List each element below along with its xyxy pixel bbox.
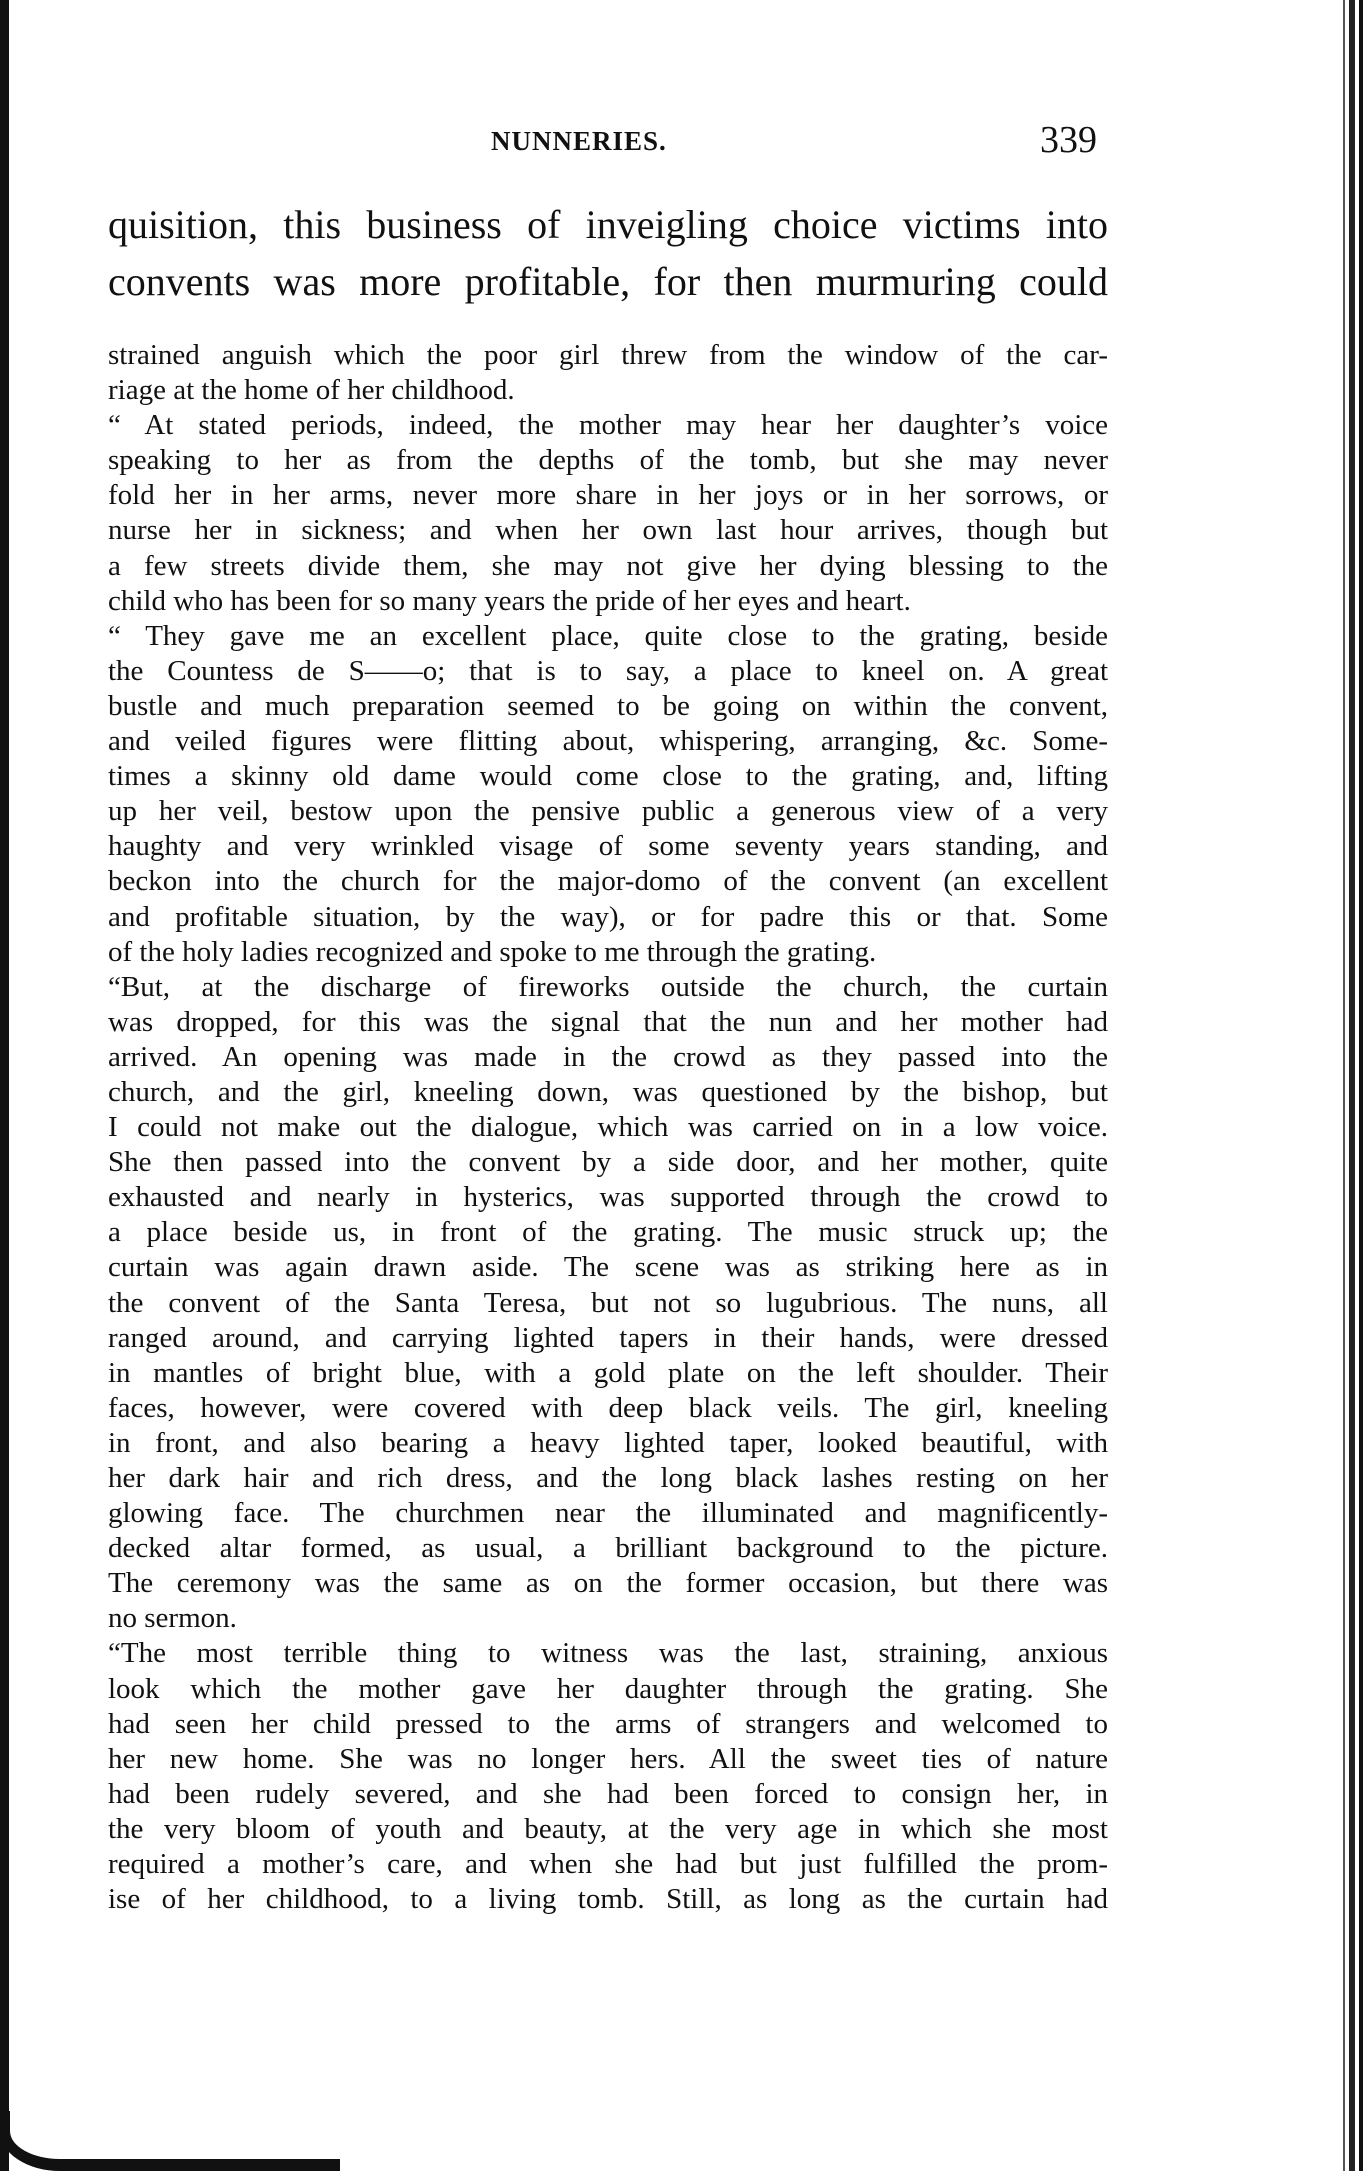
text-line: beckon into the church for the major-domo of the convent (an excellent	[108, 865, 1108, 898]
page-bottom-curl	[0, 2111, 340, 2171]
text-line: in front, and also bearing a heavy lighted taper, looked beautiful, with	[108, 1426, 1108, 1459]
text-line: nurse her in sickness; and when her own last hour arrives, though but	[108, 514, 1108, 547]
text-line: arrived. An opening was made in the crowd as they passed into the	[108, 1040, 1108, 1073]
text-line: times a skinny old dame would come close to the grating, and, lifting	[108, 760, 1108, 793]
text-line: I could not make out the dialogue, which was carried on in a low voice.	[108, 1111, 1108, 1144]
page-edge-left	[0, 0, 9, 2171]
text-line: had been rudely severed, and she had been forced to consign her, in	[108, 1777, 1108, 1810]
text-line: the convent of the Santa Teresa, but not so lugubrious. The nuns, all	[108, 1286, 1108, 1319]
text-line: glowing face. The churchmen near the illuminated and magnificently-	[108, 1497, 1108, 1530]
body-text	[108, 338, 1108, 1917]
text-line: decked altar formed, as usual, a brilliant background to the picture.	[108, 1532, 1108, 1565]
paragraph	[108, 619, 1108, 970]
text-line: ranged around, and carrying lighted tapers in their hands, were dressed	[108, 1321, 1108, 1354]
text-line: required a mother’s care, and when she had but just fulfilled the prom-	[108, 1848, 1108, 1881]
lead-line: convents was more profitable, for then murmuring could	[108, 259, 1108, 304]
text-line: had seen her child pressed to the arms of strangers and welcomed to	[108, 1707, 1108, 1740]
page-edge-right-inner	[1343, 0, 1345, 2171]
paragraph	[108, 338, 1108, 408]
text-line: and profitable situation, by the way), or for padre this or that. Some	[108, 900, 1108, 933]
page-edge-right	[1349, 0, 1355, 2171]
text-line: curtain was again drawn aside. The scene was as striking here as in	[108, 1251, 1108, 1284]
text-line: ise of her childhood, to a living tomb. Still, as long as the curtain had	[108, 1883, 1108, 1916]
paragraph	[108, 408, 1108, 619]
text-line: a few streets divide them, she may not give her dying blessing to the	[108, 549, 1108, 582]
text-line: “ At stated periods, indeed, the mother may hear her daughter’s voice	[108, 409, 1108, 442]
page-edge-right-outer	[1359, 0, 1363, 2171]
page-number: 339	[1040, 119, 1097, 161]
text-line: her new home. She was no longer hers. All the sweet ties of nature	[108, 1742, 1108, 1775]
text-line: child who has been for so many years the pride of her eyes and heart.	[108, 584, 911, 617]
text-line: The ceremony was the same as on the former occasion, but there was	[108, 1567, 1108, 1600]
text-line: “But, at the discharge of fireworks outside the church, the curtain	[108, 970, 1108, 1003]
text-line: of the holy ladies recognized and spoke to me through the grating.	[108, 935, 877, 968]
lead-line: quisition, this business of inveigling choice victims into	[108, 202, 1108, 247]
overlapping-large-text	[108, 196, 1108, 310]
text-line: no sermon.	[108, 1602, 237, 1635]
text-line: look which the mother gave her daughter through the grating. She	[108, 1672, 1108, 1705]
text-line: bustle and much preparation seemed to be going on within the convent,	[108, 689, 1108, 722]
text-line: and veiled figures were flitting about, whispering, arranging, &c. Some-	[108, 725, 1108, 758]
text-line: a place beside us, in front of the grating. The music struck up; the	[108, 1216, 1108, 1249]
text-line: was dropped, for this was the signal that the nun and her mother had	[108, 1005, 1108, 1038]
text-line: church, and the girl, kneeling down, was questioned by the bishop, but	[108, 1075, 1108, 1108]
text-line: exhausted and nearly in hysterics, was supported through the crowd to	[108, 1181, 1108, 1214]
text-line: speaking to her as from the depths of the tomb, but she may never	[108, 444, 1108, 477]
text-line: strained anguish which the poor girl threw from the window of the car-	[108, 339, 1108, 371]
text-line: in mantles of bright blue, with a gold plate on the left shoulder. Their	[108, 1356, 1108, 1389]
text-line: faces, however, were covered with deep black veils. The girl, kneeling	[108, 1391, 1108, 1424]
text-line: her dark hair and rich dress, and the long black lashes resting on her	[108, 1462, 1108, 1494]
text-line: haughty and very wrinkled visage of some seventy years standing, and	[108, 830, 1108, 863]
text-line: the very bloom of youth and beauty, at the very age in which she most	[108, 1812, 1108, 1845]
text-line: fold her in her arms, never more share in her joys or in her sorrows, or	[108, 479, 1108, 512]
text-line: “ They gave me an excellent place, quite close to the grating, beside	[108, 619, 1108, 652]
text-line: “The most terrible thing to witness was the last, straining, anxious	[108, 1637, 1108, 1670]
text-line: the Countess de S——o; that is to say, a place to kneel on. A great	[108, 654, 1108, 687]
text-line: riage at the home of her childhood.	[108, 374, 515, 407]
text-line: up her veil, bestow upon the pensive public a generous view of a very	[108, 795, 1108, 828]
paragraph	[108, 970, 1108, 1637]
paragraph	[108, 1636, 1108, 1917]
text-line: She then passed into the convent by a side door, and her mother, quite	[108, 1146, 1108, 1179]
running-title: NUNNERIES.	[491, 126, 667, 156]
